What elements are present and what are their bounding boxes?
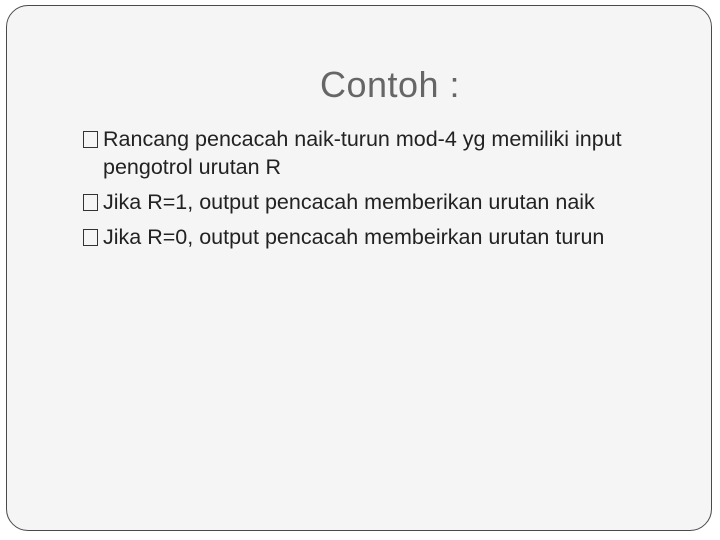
- square-bullet-icon: [83, 131, 98, 148]
- square-bullet-icon: [83, 194, 98, 211]
- bullet-text: Rancang pencacah naik-turun mod-4 yg memiliki input pengotrol urutan R: [103, 127, 622, 179]
- square-bullet-icon: [83, 229, 98, 246]
- bullet-text: Jika R=0, output pencacah membeirkan urutan turun: [103, 225, 605, 249]
- slide-frame: [6, 5, 712, 531]
- bullet-item: [83, 223, 683, 251]
- bullet-item: [83, 188, 683, 216]
- slide-title: Contoh :: [319, 64, 461, 105]
- bullet-item: [83, 125, 683, 181]
- bullet-list: [83, 125, 683, 258]
- bullet-text: Jika R=1, output pencacah memberikan urutan naik: [103, 190, 595, 214]
